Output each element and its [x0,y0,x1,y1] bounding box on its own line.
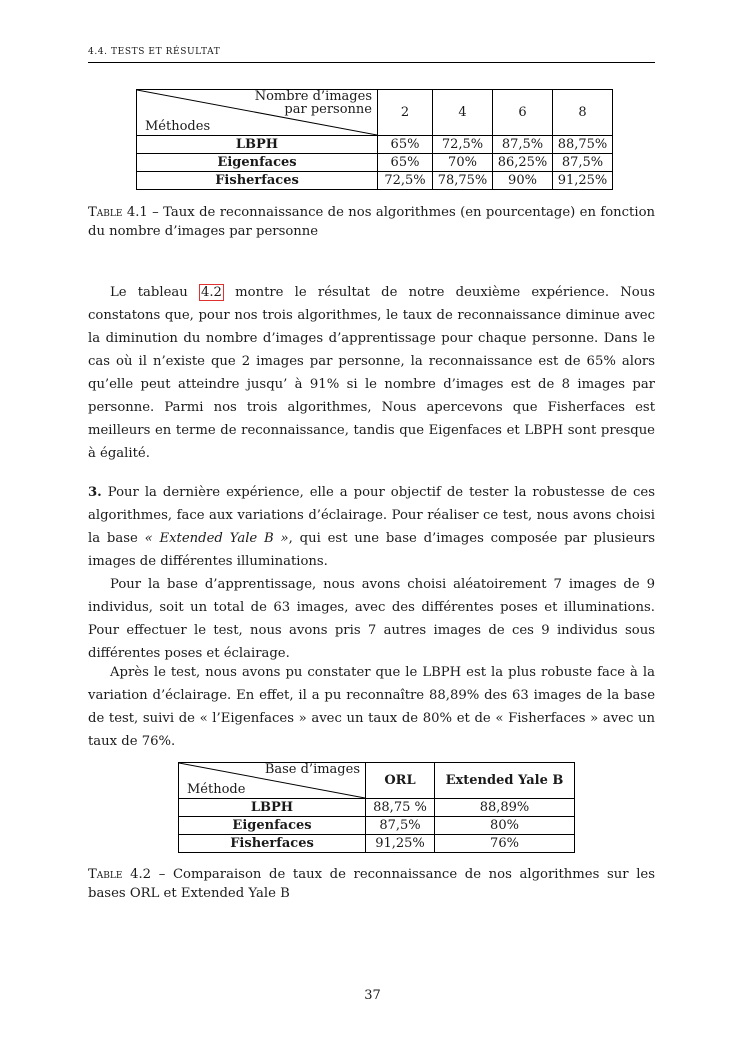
table2-col-header: ORL [366,763,435,799]
table-row [137,172,613,190]
table1-value-cell: 72,5% [433,136,493,154]
table1-caption [88,203,655,241]
table1-col-header: 6 [493,90,553,136]
table2-row-group-label: Méthode [187,782,246,797]
table-reference-link[interactable]: 4.2 [200,285,222,300]
paragraph-test-results: Après le test, nous avons pu constater que le LBPH est la plus robuste face à la variation d’éclairage. En effet, il a pu reconnaître 88,89% des 63 images de la base de test, suivi de « l’Eigenfaces » avec un taux de 80% et de « Fisherfaces » avec un taux de 76%. [88,665,655,749]
table1-value-cell: 91,25% [553,172,613,190]
table1-col-header: 4 [433,90,493,136]
table1-col-header: 2 [378,90,433,136]
table2-col-header: Extended Yale B [435,763,575,799]
table1-value-cell: 78,75% [433,172,493,190]
table1-value-cell: 65% [378,136,433,154]
table1-value-cell: 65% [378,154,433,172]
table1-value-cell: 87,5% [553,154,613,172]
table-row [137,154,613,172]
table2-caption-text: – Comparaison de taux de reconnaissance de nos algorithmes sur les bases ORL et Extended Yale B [88,867,655,901]
table1-diagonal-header [137,90,378,136]
table1-value-cell: 88,75% [553,136,613,154]
table-row [137,136,613,154]
table2-value-cell: 88,75 % [366,799,435,817]
table2-diagonal-header [179,763,366,799]
dataset-name-italic: « Extended Yale B » [144,531,289,546]
table-row [179,835,575,853]
paragraph-table-4-2-discussion [88,281,655,465]
paragraph2-text-b: , qui est une base d’images composée par plusieurs images de différentes illuminations. [88,531,656,569]
table-row [179,799,575,817]
table1-diag-top-line2: par personne [284,102,372,117]
header-section-number: 4.4. [88,47,108,57]
table2-value-cell: 88,89% [435,799,575,817]
table2-value-cell: 87,5% [366,817,435,835]
table2-method-cell: Eigenfaces [179,817,366,835]
table2-caption-label: Table 4.2 [88,867,152,882]
table1-method-cell: Eigenfaces [137,154,378,172]
table1-diag-top-line1: Nombre d’images [254,89,372,104]
table2-value-cell: 80% [435,817,575,835]
table-4-1 [136,89,613,190]
table1-caption-text: – Taux de reconnaissance de nos algorithmes (en pourcentage) en fonction du nombre d’images par personne [88,205,656,239]
table-4-2 [178,762,575,853]
table-row [179,817,575,835]
table2-method-cell: Fisherfaces [179,835,366,853]
header-section-title: TESTS ET RÉSULTAT [111,47,221,57]
paragraph2-text-a: Pour la dernière expérience, elle a pour objectif de tester la robustesse de ces algorithmes, face aux variations d’éclairage. Pour réaliser ce test, nous avons choisi la base [88,485,655,546]
page-number: 37 [364,988,381,1003]
table2-caption [88,865,655,903]
table1-value-cell: 72,5% [378,172,433,190]
table1-value-cell: 90% [493,172,553,190]
paragraph-experiment-3 [88,481,655,573]
experiment-number: 3. [88,485,102,500]
table2-column-group-label: Base d’images [264,762,360,777]
table1-value-cell: 86,25% [493,154,553,172]
table2-method-cell: LBPH [179,799,366,817]
table2-value-cell: 76% [435,835,575,853]
table1-value-cell: 87,5% [493,136,553,154]
running-header [88,47,655,63]
table1-row-group-label: Méthodes [145,119,211,134]
paragraph1-text-end: montre le résultat de notre deuxième expérience. Nous constatons que, pour nos trois algorithmes, le taux de reconnaissance diminue avec la diminution du nombre d’images d’apprentissage pour chaque personne. Dans le cas où il n’existe que 2 images par personne, la reconnaissance est de 65% alors qu’elle peut atteindre jusqu’ à 91% si le nombre d’images est de 8 images par personne. Parmi nos trois algorithmes, Nous apercevons que Fisherfaces est meilleurs en terme de reconnaissance, tandis que Eigenfaces et LBPH sont presque à égalité. [88,285,655,461]
table1-method-cell: Fisherfaces [137,172,378,190]
table1-caption-label: Table 4.1 [88,205,148,220]
paragraph1-text-start: Le tableau [110,285,199,300]
table1-column-group-label [255,90,372,116]
paragraph-training-set: Pour la base d’apprentissage, nous avons choisi aléatoirement 7 images de 9 individus, soit un total de 63 images, avec des différentes poses et illuminations. Pour effectuer le test, nous avons pris 7 autres images de ces 9 individus sous différentes poses et éclairage. [88,577,655,661]
table1-value-cell: 70% [433,154,493,172]
table1-method-cell: LBPH [137,136,378,154]
table1-col-header: 8 [553,90,613,136]
table2-value-cell: 91,25% [366,835,435,853]
